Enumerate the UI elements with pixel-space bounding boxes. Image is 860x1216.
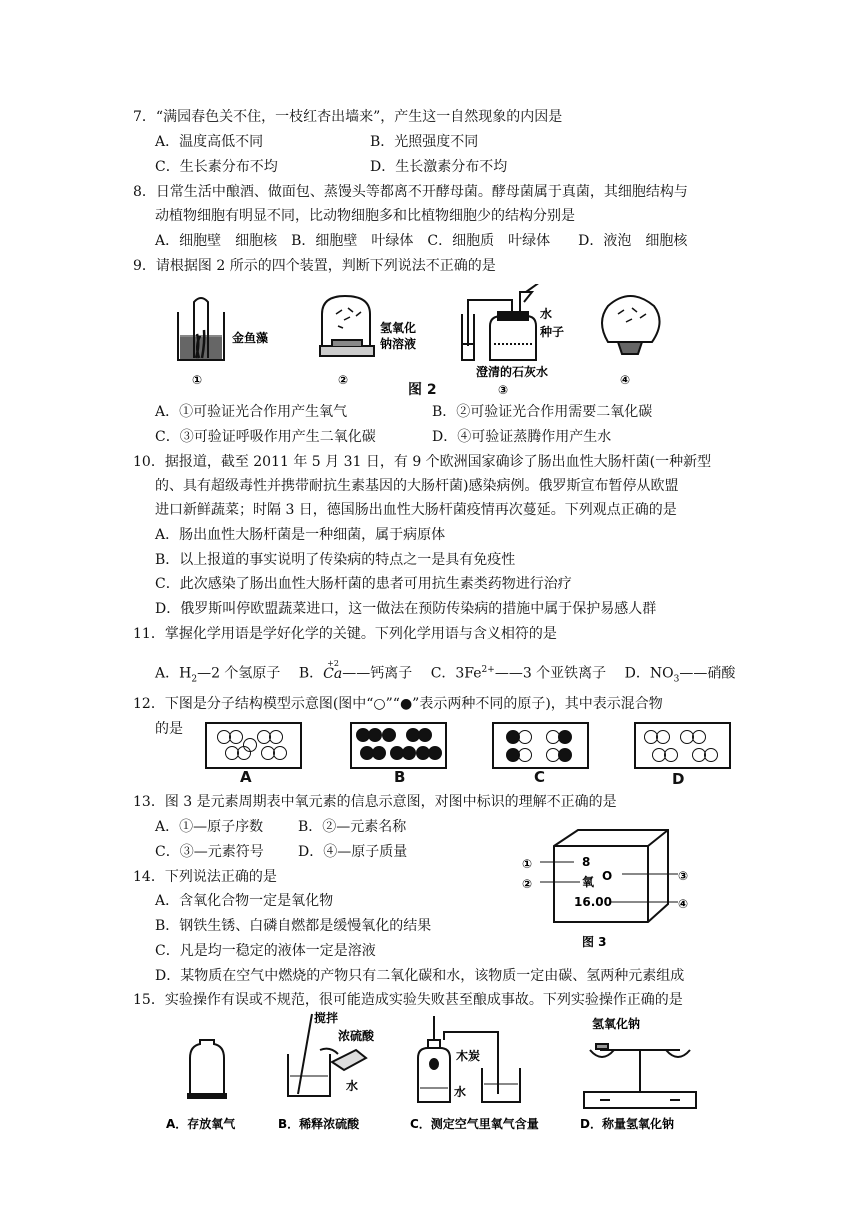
q10-option-c: C．此次感染了肠出血性大肠杆菌的患者可用抗生素类药物进行治疗 (155, 576, 572, 592)
num-3: ③ (498, 383, 509, 396)
molecule-box-a (205, 722, 302, 769)
molecule-box-c (492, 722, 589, 769)
q15-stem: 15．实验操作有误或不规范，很可能造成实验失败甚至酿成事故。下列实验操作正确的是 (133, 992, 683, 1008)
fig3-symbol: O (602, 869, 613, 883)
label-seeds: 种子 (540, 325, 565, 339)
q10-option-a: A．肠出血性大肠杆菌是一种细菌，属于病原体 (155, 527, 446, 543)
q7-stem: 7．“满园春色关不住，一枝红杏出墙来”，产生这一自然现象的内因是 (133, 109, 563, 125)
op-d-label-naoh: 氢氧化钠 (592, 1017, 641, 1031)
q7-option-a: A．温度高低不同 (155, 134, 264, 150)
apparatus-2 (320, 296, 374, 356)
op-c-caption: C．测定空气里氧气含量 (410, 1117, 539, 1131)
q11-options: A．$H_2—2$ 个氢原子 B． +2 Ca——钙离子 C．$3Fe^{2+}——3$ 个亚铁离子 D．$NO_3——$硝酸 (155, 658, 736, 685)
q10-option-d: D．俄罗斯叫停欧盟蔬菜进口，这一做法在预防传染病的措施中属于保护易感人群 (155, 601, 657, 617)
op-c-label-charcoal: 木炭 (456, 1049, 481, 1063)
q12-stem-line2: 的是 (155, 721, 183, 737)
fig3-name: 氧 (582, 875, 595, 889)
op-c-label-water: 水 (454, 1085, 467, 1099)
q14-option-a: A．含氧化合物一定是氧化物 (155, 893, 334, 909)
op-a-caption: A．存放氧气 (166, 1117, 236, 1131)
op-b-caption: B．稀释浓硫酸 (278, 1117, 360, 1131)
molecule-label-a: A (240, 768, 252, 786)
op-b-label-water: 水 (346, 1079, 359, 1093)
q10-stem-line1: 10．据报道，截至 2011 年 5 月 31 日，有 9 个欧洲国家确诊了肠出血性大肠杆菌(一种新型 (133, 454, 712, 470)
q9-option-d: D．④可验证蒸腾作用产生水 (432, 429, 612, 445)
molecule-label-d: D (672, 770, 685, 788)
label-naoh-2: 钠溶液 (380, 337, 417, 351)
q12-stem-line1: 12．下图是分子结构模型示意图(图中“○”“●”表示两种不同的原子)，其中表示混合物 (133, 696, 663, 712)
q14-option-b: B．钢铁生锈、白磷自燃都是缓慢氧化的结果 (155, 918, 432, 934)
figure-2-title: 图 2 (408, 382, 437, 398)
apparatus-3 (462, 284, 540, 360)
label-limewater: 澄清的石灰水 (476, 365, 549, 379)
fig3-num-3: ③ (678, 869, 689, 883)
q9-option-b: B．②可验证光合作用需要二氧化碳 (432, 404, 653, 420)
apparatus-1 (178, 298, 224, 360)
q7-option-c: C．生长素分布不均 (155, 159, 278, 175)
fig3-title: 图 3 (582, 935, 607, 949)
num-2: ② (338, 373, 349, 387)
label-pondweed: 金鱼藻 (232, 331, 269, 345)
fig3-num-1: ① (522, 857, 533, 871)
molecule-label-c: C (534, 768, 546, 786)
molecule-box-b (350, 722, 447, 769)
op-d-balance (584, 1044, 696, 1108)
op-a-gas-jar (188, 1040, 226, 1098)
q13-stem: 13．图 3 是元素周期表中氧元素的信息示意图，对图中标识的理解不正确的是 (133, 794, 617, 810)
q8-options: A．细胞壁 细胞核 B．细胞壁 叶绿体 C．细胞质 叶绿体 D．液泡 细胞核 (155, 233, 688, 249)
molecule-box-d (634, 722, 731, 769)
label-water: 水 (540, 307, 553, 321)
op-b-label-acid: 浓硫酸 (338, 1029, 375, 1043)
q7-option-d: D．生长激素分布不均 (370, 159, 508, 175)
q8-stem-line1: 8．日常生活中酿酒、做面包、蒸馒头等都离不开酵母菌。酵母菌属于真菌，其细胞结构与 (133, 184, 688, 200)
q13-option-c: C．③—元素符号 (155, 844, 264, 860)
fig3-num-4: ④ (678, 897, 689, 911)
q13-option-b: B．②—元素名称 (298, 819, 407, 835)
q10-stem-line2: 的、具有超级毒性并携带耐抗生素基因的大肠杆菌)感染病例。俄罗斯宣布暂停从欧盟 (155, 478, 679, 494)
q9-option-a: A．①可验证光合作用产生氧气 (155, 404, 348, 420)
figure-q15-lab-operations (160, 1010, 720, 1134)
fig3-mass: 16.00 (574, 895, 612, 909)
q13-option-d: D．④—原子质量 (298, 844, 408, 860)
q7-option-b: B．光照强度不同 (370, 134, 479, 150)
q9-option-c: C．③可验证呼吸作用产生二氧化碳 (155, 429, 376, 445)
fig3-num-2: ② (522, 877, 533, 891)
op-d-caption: D．称量氢氧化钠 (580, 1117, 674, 1131)
label-naoh-1: 氢氧化 (380, 321, 417, 335)
num-1: ① (192, 373, 203, 387)
q14-stem: 14．下列说法正确的是 (133, 869, 277, 885)
apparatus-4 (602, 296, 660, 354)
q10-option-b: B．以上报道的事实说明了传染病的特点之一是具有免疫性 (155, 552, 516, 568)
q10-stem-line3: 进口新鲜蔬菜；时隔 3 日，德国肠出血性大肠杆菌疫情再次蔓延。下列观点正确的是 (155, 502, 677, 518)
fig3-atomic-number: 8 (582, 855, 591, 869)
figure-3-element-cell (518, 826, 718, 950)
q9-stem: 9．请根据图 2 所示的四个装置，判断下列说法不正确的是 (133, 258, 496, 274)
q14-option-d: D．某物质在空气中燃烧的产物只有二氧化碳和水，该物质一定由碳、氢两种元素组成 (155, 968, 685, 984)
q8-stem-line2: 动植物细胞有明显不同，比动物细胞多和比植物细胞少的结构分别是 (155, 208, 575, 224)
op-b-label-stir: 搅拌 (314, 1011, 339, 1025)
q11-stem: 11．掌握化学用语是学好化学的关键。下列化学用语与含义相符的是 (133, 626, 557, 642)
molecule-label-b: B (394, 768, 406, 786)
q13-option-a: A．①—原子序数 (155, 819, 264, 835)
q14-option-c: C．凡是均一稳定的液体一定是溶液 (155, 943, 376, 959)
num-4: ④ (620, 373, 631, 387)
